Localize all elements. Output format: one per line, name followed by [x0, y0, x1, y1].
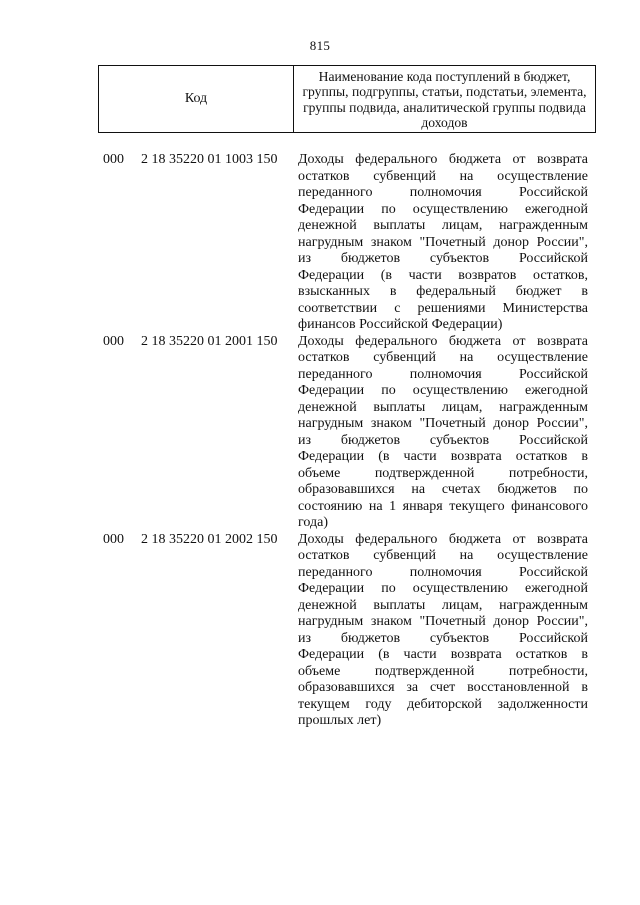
description-line: нагрудным знаком "Почетный донор России",	[298, 234, 588, 250]
description-line: Федерации (в части возврата остатков в	[298, 647, 588, 662]
description-line: Федерации (в части возврата остатков в	[298, 449, 588, 464]
description-line: денежной выплаты лицам, награжденным	[298, 218, 588, 233]
description-line: денежной выплаты лицам, награжденным	[298, 597, 588, 613]
description-line: соответствии с решениями Министерства	[298, 300, 588, 316]
description-line: Федерации (в части возвратов остатков,	[298, 267, 588, 283]
description-line: переданного полномочия Российской	[298, 366, 588, 382]
revenue-code: 2 18 35220 01 2002 150	[141, 531, 278, 547]
revenue-code: 2 18 35220 01 2001 150	[141, 333, 278, 349]
description-line: Федерации по осуществлению ежегодной	[298, 581, 588, 596]
description-line: переданного полномочия Российской	[298, 564, 588, 580]
description-line: Доходы федерального бюджета от возврата	[298, 333, 588, 349]
table-header	[98, 65, 596, 133]
revenue-code: 2 18 35220 01 1003 150	[141, 152, 278, 167]
table-row	[0, 532, 640, 730]
description-line: Доходы федерального бюджета от возврата	[298, 152, 588, 167]
description-line: нагрудным знаком "Почетный донор России",	[298, 416, 588, 431]
description-line: года)	[298, 515, 328, 530]
description-line: образовавшихся на счетах бюджетов по	[298, 482, 588, 497]
description-line: объеме подтвержденной потребности,	[298, 465, 588, 481]
table-row	[0, 334, 640, 532]
description-line: взысканных в федеральный бюджет в	[298, 284, 588, 299]
description-line: прошлых лет)	[298, 713, 382, 728]
revenue-description	[298, 334, 588, 532]
description-line: денежной выплаты лицам, награжденным	[298, 399, 588, 415]
description-line: образовавшихся за счет восстановленной в	[298, 680, 588, 695]
description-line: Федерации по осуществлению ежегодной	[298, 201, 588, 217]
table-row	[0, 152, 640, 334]
description-line: Доходы федерального бюджета от возврата	[298, 531, 588, 547]
description-line: переданного полномочия Российской	[298, 185, 588, 200]
revenue-description	[298, 152, 588, 334]
page-number: 815	[309, 38, 331, 53]
revenue-description	[298, 532, 588, 730]
admin-code: 000	[103, 333, 124, 349]
description-line: остатков субвенций на осуществление	[298, 168, 588, 184]
description-line: остатков субвенций на осуществление	[298, 548, 588, 563]
description-line: финансов Российской Федерации)	[298, 317, 503, 332]
description-line: нагрудным знаком "Почетный донор России",	[298, 614, 588, 629]
description-line: объеме подтвержденной потребности,	[298, 663, 588, 679]
admin-code: 000	[103, 152, 124, 167]
header-name-cell: Наименование кода поступлений в бюджет, группы, подгруппы, статьи, подстатьи, элемента, группы подвида, аналитической группы подвида доходов	[302, 68, 587, 130]
description-line: из бюджетов субъектов Российской	[298, 630, 588, 646]
description-line: из бюджетов субъектов Российской	[298, 432, 588, 448]
admin-code: 000	[103, 531, 124, 547]
description-line: текущем году дебиторской задолженности	[298, 696, 588, 712]
description-line: Федерации по осуществлению ежегодной	[298, 383, 588, 398]
description-line: состоянию на 1 января текущего финансового	[298, 498, 588, 514]
description-line: из бюджетов субъектов Российской	[298, 251, 588, 266]
description-line: остатков субвенций на осуществление	[298, 350, 588, 365]
header-code-cell: Код	[99, 66, 294, 132]
table-body	[0, 152, 640, 730]
